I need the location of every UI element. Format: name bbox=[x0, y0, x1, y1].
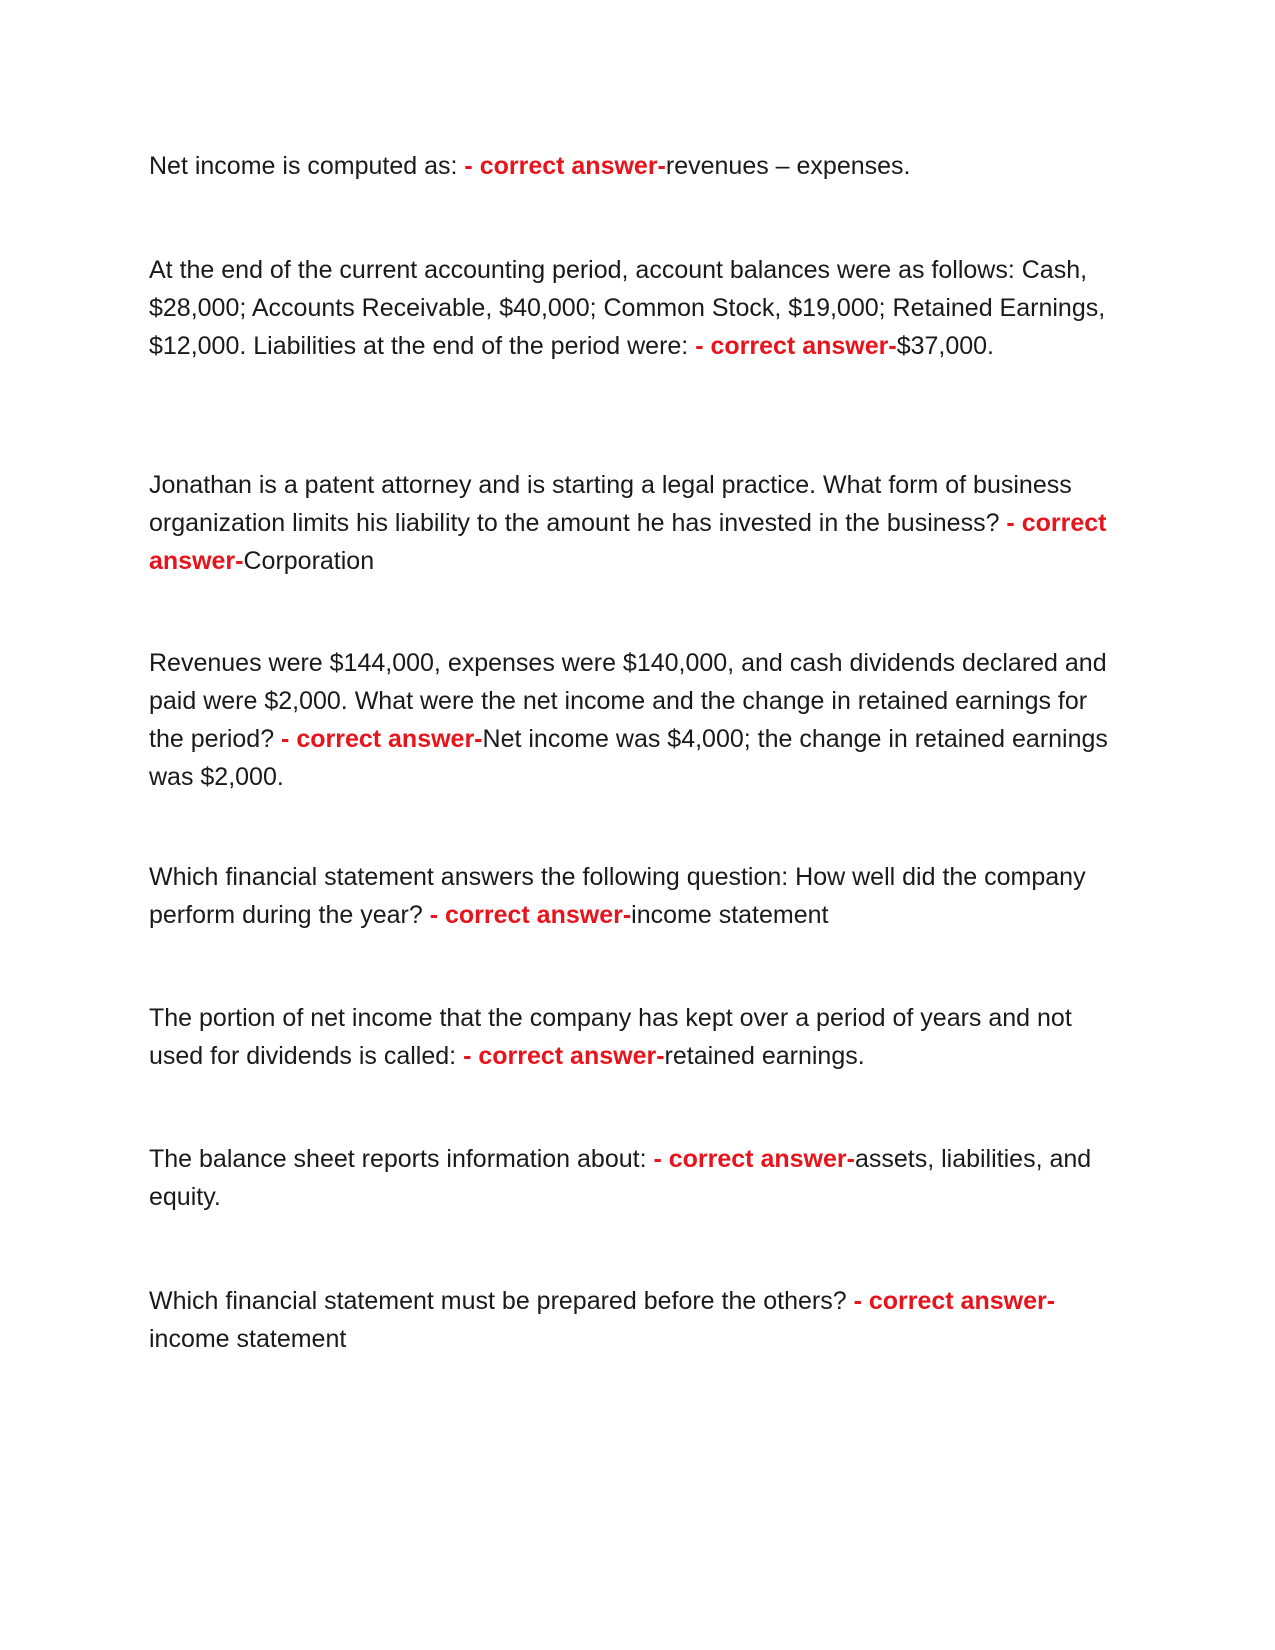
answer-marker: - correct answer- bbox=[464, 152, 666, 180]
qa-item-8 bbox=[149, 1282, 1125, 1358]
answer-text: assets, liabilities, and equity. bbox=[149, 1145, 1092, 1211]
question-text: Jonathan is a patent attorney and is starting a legal practice. What form of business organization limits his liability to the amount he has invested in the business? bbox=[149, 471, 1072, 537]
qa-item-5 bbox=[149, 858, 1125, 934]
question-text: Which financial statement must be prepared before the others? bbox=[149, 1287, 854, 1315]
answer-text: Corporation bbox=[243, 547, 375, 575]
question-text: The balance sheet reports information about: bbox=[149, 1145, 654, 1173]
answer-text: income statement bbox=[631, 901, 829, 929]
qa-item-6 bbox=[149, 999, 1125, 1075]
question-text: At the end of the current accounting period, account balances were as follows: Cash, $28,000; Accounts Receivable, $40,000; Common Stock, $19,000; Retained Earnings, $12,000. Liabilities at the end of the period were: bbox=[149, 256, 1106, 360]
question-text: The portion of net income that the company has kept over a period of years and not used for dividends is called: bbox=[149, 1004, 1072, 1070]
qa-item-7 bbox=[149, 1140, 1125, 1216]
question-text: Which financial statement answers the following question: How well did the company perform during the year? bbox=[149, 863, 1086, 929]
answer-text: $37,000. bbox=[896, 332, 995, 360]
answer-marker: - correct answer- bbox=[853, 1287, 1056, 1315]
question-text: Revenues were $144,000, expenses were $140,000, and cash dividends declared and paid were $2,000. What were the net income and the change in retained earnings for the period? bbox=[149, 649, 1107, 753]
answer-marker: - correct answer- bbox=[281, 725, 483, 753]
qa-item-4 bbox=[149, 644, 1125, 796]
answer-marker: - correct answer- bbox=[695, 332, 897, 360]
answer-text: income statement bbox=[149, 1325, 347, 1353]
question-text: Net income is computed as: bbox=[149, 152, 465, 180]
qa-item-1 bbox=[149, 147, 1125, 185]
answer-marker: - correct answer- bbox=[653, 1145, 855, 1173]
answer-text: retained earnings. bbox=[664, 1042, 865, 1070]
qa-item-2 bbox=[149, 251, 1125, 365]
answer-text: Net income was $4,000; the change in retained earnings was $2,000. bbox=[149, 725, 1108, 791]
answer-marker: - correct answer- bbox=[429, 901, 632, 929]
qa-item-3 bbox=[149, 466, 1125, 580]
answer-text: revenues – expenses. bbox=[665, 152, 911, 180]
answer-marker: - correct answer- bbox=[149, 509, 1107, 575]
answer-marker: - correct answer- bbox=[463, 1042, 665, 1070]
